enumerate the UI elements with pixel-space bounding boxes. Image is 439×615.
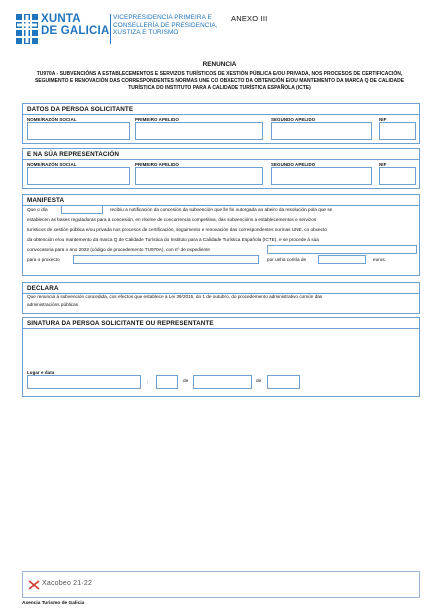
annex-label: ANEXO III bbox=[231, 14, 268, 23]
department-name: VICEPRESIDENCIA PRIMEIRA E CONSELLERÍA DE PRESIDENCIA, XUSTIZA E TURISMO bbox=[113, 14, 218, 37]
place-date-label: Lugar e data bbox=[27, 370, 55, 375]
applicant-surname2-label: SEGUNDO APELIDO bbox=[271, 117, 316, 122]
rep-surname2-label: SEGUNDO APELIDO bbox=[271, 162, 316, 167]
rep-name-field[interactable] bbox=[27, 167, 130, 185]
expedient-number-field[interactable] bbox=[267, 245, 417, 254]
section-divider bbox=[23, 328, 419, 329]
applicant-nif-label: NIF bbox=[379, 117, 387, 122]
applicant-section bbox=[22, 103, 420, 144]
notification-date-field[interactable] bbox=[61, 205, 103, 214]
applicant-name-label: NOME/RAZÓN SOCIAL bbox=[27, 117, 77, 122]
rep-nif-field[interactable] bbox=[379, 167, 416, 185]
signature-day-field[interactable] bbox=[156, 375, 178, 389]
applicant-surname2-field[interactable] bbox=[271, 122, 372, 140]
amount-field[interactable] bbox=[318, 255, 366, 264]
project-field[interactable] bbox=[73, 255, 259, 264]
rep-nif-label: NIF bbox=[379, 162, 387, 167]
declara-section bbox=[22, 282, 420, 314]
representative-section-title: E NA SÚA REPRESENTACIÓN bbox=[27, 151, 119, 158]
section-divider bbox=[23, 159, 419, 160]
de-separator-1: de bbox=[183, 378, 189, 383]
footer-box bbox=[22, 571, 420, 598]
agency-name: Axencia Turismo de Galicia bbox=[22, 601, 85, 606]
de-separator-2: de bbox=[256, 378, 262, 383]
applicant-surname1-field[interactable] bbox=[135, 122, 263, 140]
section-divider bbox=[23, 114, 419, 115]
xacobeo-logo-icon bbox=[28, 579, 40, 591]
xunta-cross-logo-icon bbox=[16, 14, 38, 44]
signature-section bbox=[22, 317, 420, 397]
manifesta-section-title: MANIFESTA bbox=[27, 197, 65, 204]
rep-surname1-label: PRIMEIRO APELIDO bbox=[135, 162, 179, 167]
applicant-name-field[interactable] bbox=[27, 122, 130, 140]
document-subtitle: TU970A - SUBVENCIÓNS A ESTABLECEMENTOS E SERVIZOS TURÍSTICOS DE XESTIÓN PÚBLICA E/OU PRIVADA, NOS PROCESOS DE CERTIFICACIÓN, SEGUIMENTO E RENOVACIÓN DAS CORRESPONDENTES NORMAS UNE CO OBXECTO DA OBTENCIÓN E/OU MANTEMENTO DA MARCA Q DE CALIDADE TURÍSTICA DO INSTITUTO PARA A CALIDADE TURÍSTICA ESPAÑOLA (ICTE) bbox=[34, 71, 405, 91]
representative-section bbox=[22, 148, 420, 189]
xunta-logo-text: XUNTA DE GALICIA bbox=[41, 13, 110, 37]
xacobeo-logo-text: Xacobeo 21·22 bbox=[42, 580, 93, 587]
applicant-surname1-label: PRIMEIRO APELIDO bbox=[135, 117, 179, 122]
signature-place-field[interactable] bbox=[27, 375, 141, 389]
header-divider bbox=[110, 14, 111, 44]
applicant-nif-field[interactable] bbox=[379, 122, 416, 140]
rep-surname2-field[interactable] bbox=[271, 167, 372, 185]
document-title: RENUNCIA bbox=[202, 61, 237, 68]
rep-surname1-field[interactable] bbox=[135, 167, 263, 185]
comma-separator: , bbox=[147, 378, 149, 383]
rep-name-label: NOME/RAZÓN SOCIAL bbox=[27, 162, 77, 167]
manifesta-section bbox=[22, 194, 420, 276]
manifesta-text: Que o día recibiu a notificación da concesión da subvención que lle foi outorgada ao abeiro da resolución pola que se establecen as bases reguladoras para a concesión, en réxime de concorrencia competitiva, das subvencións a establecementos e servizos turísticos de xestión pública e/ou privada nos procesos de certificación, seguimento e renovación das correspondentes normas UNE, co obxecto da obtención e/ou mantemento da marca Q de Calidade Turística do Instituto para a Calidade Turística Española (ICTE), e se procede á súa convocatoria para o ano 2022 (código de procedemento TU970A), con nº de expediente para o proxecto por unha contía de euros. bbox=[27, 207, 387, 262]
declara-section-title: DECLARA bbox=[27, 285, 59, 292]
signature-month-field[interactable] bbox=[193, 375, 252, 389]
declara-text: Que renuncia á subvención concedida, cos efectos que establece a Lei 39/2015, do 1 de outubro, do procedemento administrativo común das administracións públicas. bbox=[27, 294, 323, 307]
signature-section-title: SINATURA DA PERSOA SOLICITANTE OU REPRESENTANTE bbox=[27, 320, 214, 327]
applicant-section-title: DATOS DA PERSOA SOLICITANTE bbox=[27, 106, 134, 113]
signature-year-field[interactable] bbox=[267, 375, 300, 389]
